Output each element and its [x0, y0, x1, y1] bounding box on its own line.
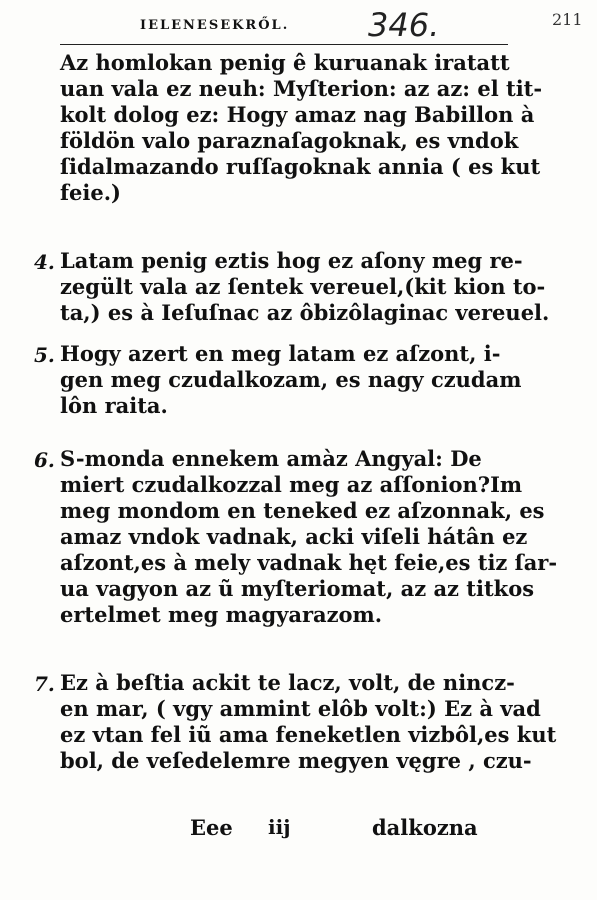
text-line: ez vtan fel iũ ama feneketlen vizbôl,es kut [60, 722, 557, 747]
signature-mark: Eee [190, 815, 233, 840]
text-line: S-monda ennekem amàz Angyal: De [60, 446, 482, 471]
text-line: ua vagyon az ũ myſteriomat, az az titkos [60, 576, 535, 601]
text-line: földön valo paraznaſagoknak, es vndok [60, 128, 519, 153]
text-line: Az homlokan penig ê kuruanak iratatt [60, 50, 510, 75]
text-line: miert czudalkozzal meg az aſſonion?Im [60, 472, 523, 497]
corner-page-number: 211 [552, 10, 583, 29]
text-line: amaz vndok vadnak, acki viſeli hátân ez [60, 524, 528, 549]
text-line: zegült vala az ſentek vereuel,(kit kion to- [60, 274, 546, 299]
text-line: feie.) [60, 180, 121, 205]
text-line: uan vala ez neuh: Myſterion: az az: el tit- [60, 76, 543, 101]
verse-number: 7. [34, 672, 55, 696]
text-line: kolt dolog ez: Hogy amaz nag Babillon à [60, 102, 535, 127]
verse-number: 4. [34, 250, 55, 274]
text-line: Hogy azert en meg latam ez aſzont, i- [60, 341, 501, 366]
catchword: dalkozna [372, 815, 478, 840]
leaf-number: iij [268, 815, 291, 839]
handwritten-page-number: 346. [368, 6, 440, 44]
page-footer [0, 815, 597, 845]
text-line: lôn raita. [60, 393, 168, 418]
header-rule [60, 44, 508, 45]
text-line: ſidalmazando ruſſagoknak annia ( es kut [60, 154, 541, 179]
text-line: ta,) es à Ieſuſnac az ôbizôlaginac vereuel. [60, 300, 550, 325]
text-line: aſzont,es à mely vadnak hęt feie,es tiz ſar- [60, 550, 558, 575]
text-line: ertelmet meg magyarazom. [60, 602, 383, 627]
text-line: Latam penig eztis hog ez aſony meg re- [60, 248, 523, 273]
text-line: bol, de veſedelemre megyen vęgre , czu- [60, 748, 532, 773]
running-head: IELENESEKRŐL. [140, 18, 290, 33]
text-line: en mar, ( vgy ammint elôb volt:) Ez à vad [60, 696, 541, 721]
verse-number: 5. [34, 343, 55, 367]
text-line: Ez à beſtia ackit te lacz, volt, de nincz- [60, 670, 515, 695]
text-line: meg mondom en teneked ez aſzonnak, es [60, 498, 545, 523]
verse-number: 6. [34, 448, 55, 472]
text-line: gen meg czudalkozam, es nagy czudam [60, 367, 522, 392]
